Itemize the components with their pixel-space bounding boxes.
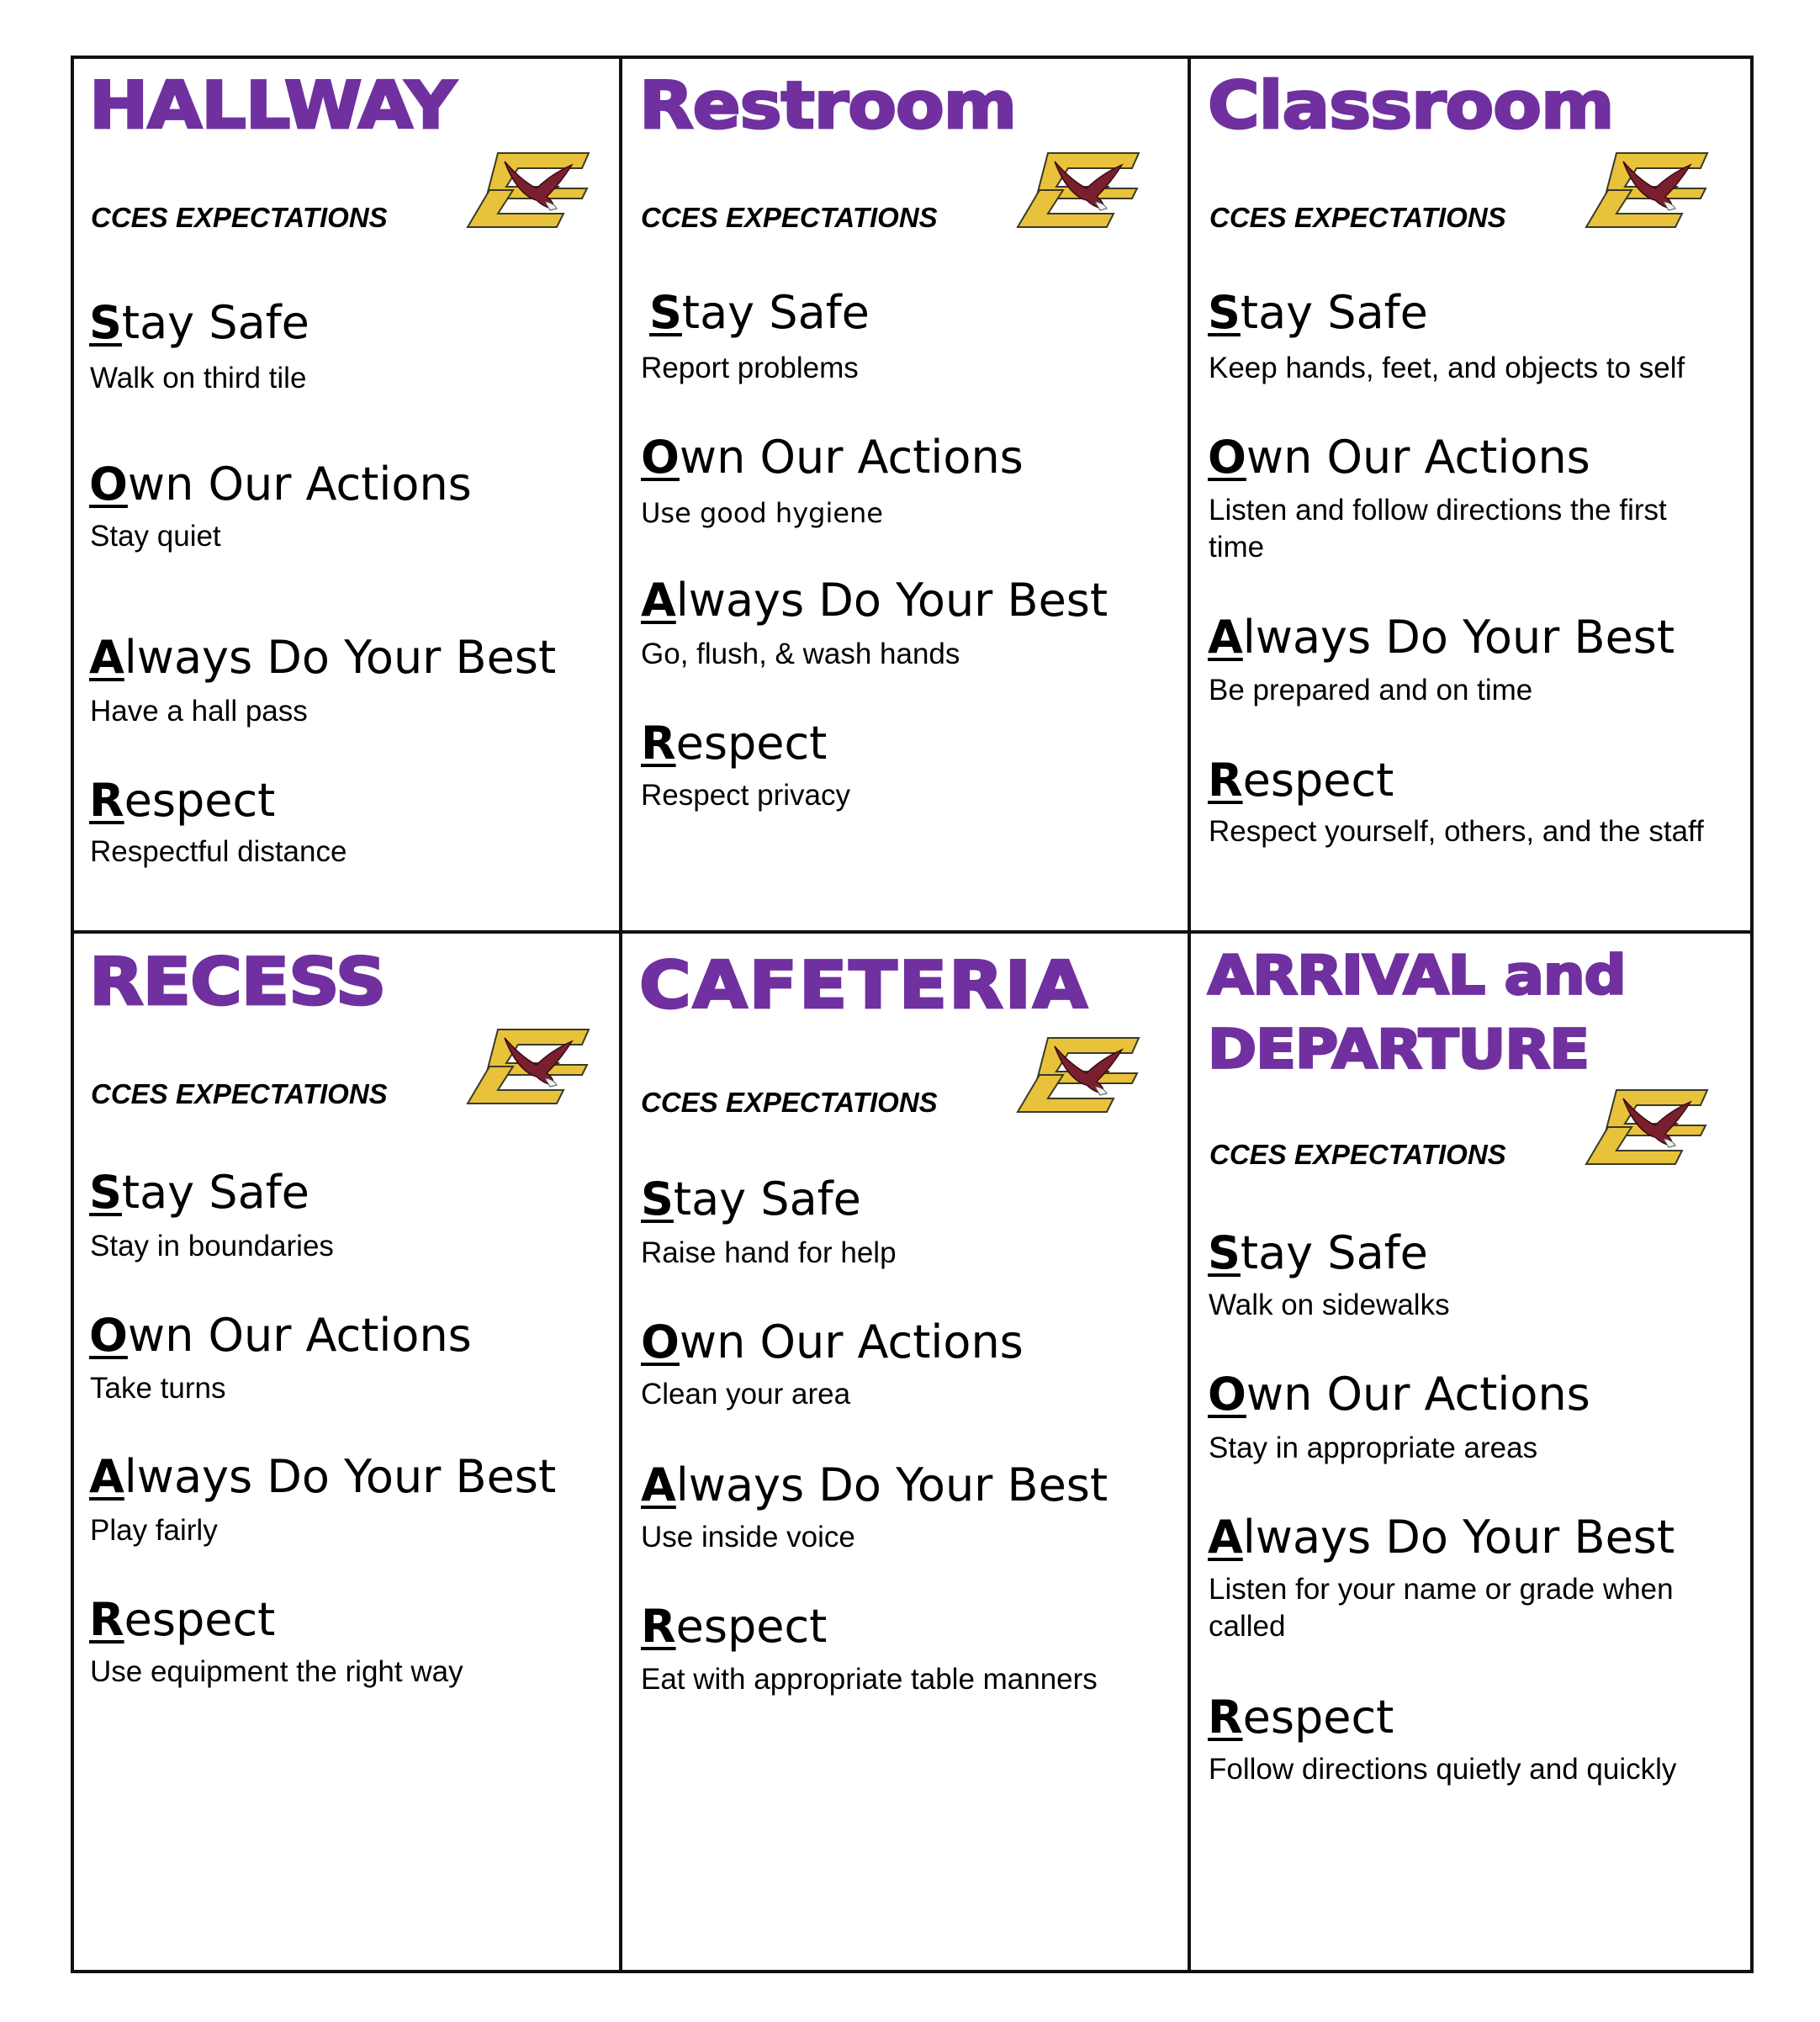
cces-expectations-label: CCES EXPECTATIONS [641,1087,938,1118]
rule-description: Listen and follow directions the first time [1209,494,1667,564]
row-divider [71,930,1754,934]
rule-description: Walk on sidewalks [1209,1289,1450,1321]
rule-description: Use equipment the right way [90,1655,463,1688]
rule-stay-safe: Stay Safe [1208,286,1428,339]
rule-description: Stay quiet [90,520,221,553]
section-title: Classroom [1208,67,1614,144]
rule-own-our-actions: Own Our Actions [89,458,472,511]
cces-expectations-label: CCES EXPECTATIONS [91,202,388,233]
rule-description: Clean your area [641,1378,851,1411]
cc-eagle-logo-icon [1583,150,1709,230]
rule-description: Keep hands, feet, and objects to self [1209,352,1685,384]
rule-respect: Respect [89,774,276,827]
rule-own-our-actions: Own Our Actions [1208,1368,1590,1421]
rule-always-do-your-best: Always Do Your Best [1208,611,1675,664]
rule-respect: Respect [89,1593,276,1646]
cces-expectations-label: CCES EXPECTATIONS [91,1078,388,1109]
cc-eagle-logo-icon [1014,1035,1140,1115]
cc-eagle-logo-icon [464,150,590,230]
section-title-line-2: DEPARTURE [1208,1017,1590,1082]
rule-description: Use good hygiene [641,497,883,529]
rule-own-our-actions: Own Our Actions [1208,431,1590,484]
rule-description: Respect privacy [641,779,850,812]
rule-description: Use inside voice [641,1521,855,1554]
rule-own-our-actions: Own Our Actions [89,1309,472,1362]
rule-description: Go, flush, & wash hands [641,638,960,670]
rule-own-our-actions: Own Our Actions [641,1315,1024,1368]
rule-respect: Respect [1208,1691,1394,1744]
section-title: CAFETERIA [639,947,1090,1024]
section-title-line-1: ARRIVAL and [1208,943,1626,1008]
cc-eagle-logo-icon [1583,1087,1709,1167]
rule-description: Stay in appropriate areas [1209,1432,1538,1464]
rule-always-do-your-best: Always Do Your Best [641,574,1108,627]
rule-stay-safe: Stay Safe [649,286,870,339]
column-divider-1 [619,56,622,1973]
rule-description: Play fairly [90,1514,218,1547]
rule-description: Raise hand for help [641,1236,897,1269]
rule-always-do-your-best: Always Do Your Best [641,1458,1108,1511]
rule-stay-safe: Stay Safe [89,296,310,349]
rule-description: Walk on third tile [90,362,307,394]
rule-respect: Respect [641,1600,828,1653]
section-title: RECESS [89,944,386,1020]
rule-description: Follow directions quietly and quickly [1209,1753,1677,1786]
section-title: Restroom [639,67,1017,144]
cces-expectations-label: CCES EXPECTATIONS [1209,1139,1506,1170]
column-divider-2 [1188,56,1191,1973]
cc-eagle-logo-icon [1014,150,1140,230]
rule-respect: Respect [1208,754,1394,807]
cces-expectations-label: CCES EXPECTATIONS [641,202,938,233]
rule-always-do-your-best: Always Do Your Best [1208,1511,1675,1564]
rule-description: Report problems [641,352,859,384]
cces-expectations-label: CCES EXPECTATIONS [1209,202,1506,233]
rule-stay-safe: Stay Safe [1208,1226,1428,1279]
section-title: HALLWAY [89,67,456,144]
rule-stay-safe: Stay Safe [641,1172,861,1225]
rule-always-do-your-best: Always Do Your Best [89,631,557,684]
rule-description: Respectful distance [90,835,347,868]
rule-description: Be prepared and on time [1209,674,1533,707]
rule-description: Listen for your name or grade when called [1209,1573,1674,1643]
rule-description: Take turns [90,1372,226,1405]
rule-respect: Respect [641,717,828,770]
rule-description: Eat with appropriate table manners [641,1663,1098,1696]
rule-own-our-actions: Own Our Actions [641,431,1024,484]
rule-always-do-your-best: Always Do Your Best [89,1450,557,1503]
cc-eagle-logo-icon [464,1026,590,1107]
rule-description: Stay in boundaries [90,1230,334,1262]
rule-description: Respect yourself, others, and the staff [1209,815,1704,848]
rule-stay-safe: Stay Safe [89,1166,310,1219]
rule-description: Have a hall pass [90,695,308,728]
